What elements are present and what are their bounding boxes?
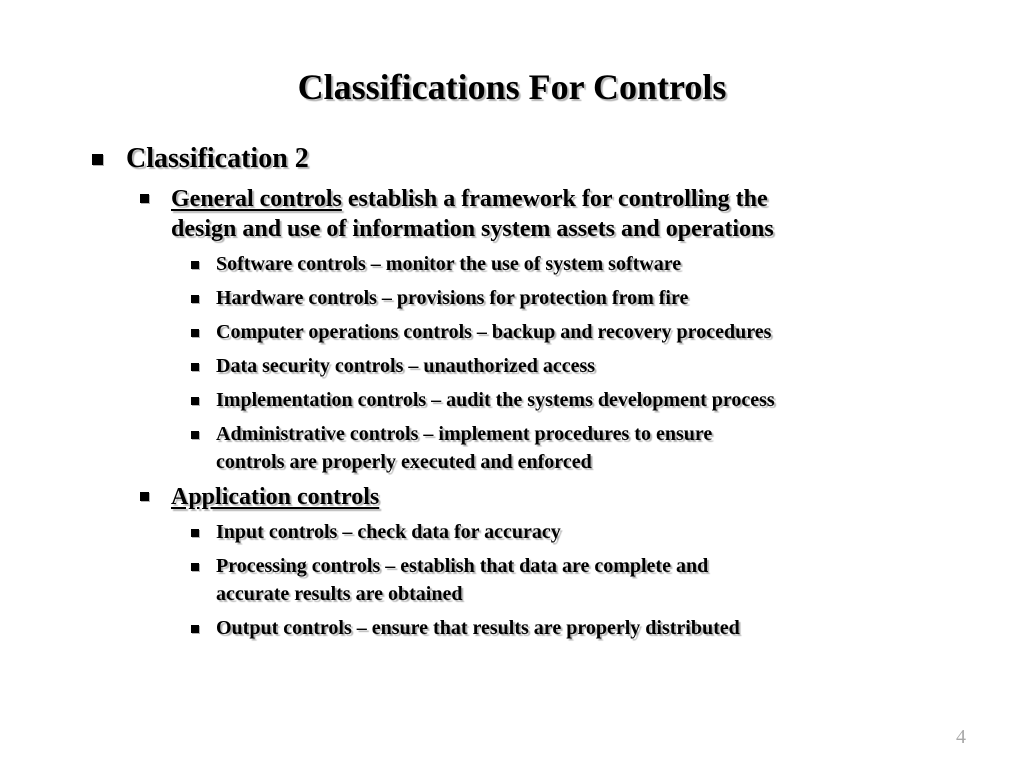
- item-text-line1: Administrative controls – implement procedures to ensure: [216, 423, 713, 445]
- bullet-administrative-controls: [216, 420, 1024, 476]
- square-bullet-icon: [191, 563, 199, 571]
- square-bullet-icon: [140, 492, 149, 501]
- square-bullet-icon: [92, 154, 103, 165]
- square-bullet-icon: [191, 431, 199, 439]
- bullet-output-controls: [216, 614, 1024, 642]
- item-text: Input controls – check data for accuracy: [216, 521, 561, 543]
- item-text: Software controls – monitor the use of system software: [216, 253, 682, 275]
- bullet-processing-controls: [216, 552, 1024, 608]
- square-bullet-icon: [191, 295, 199, 303]
- bullet-data-security-controls: [216, 352, 1024, 380]
- square-bullet-icon: [191, 397, 199, 405]
- application-controls-term: Application controls: [171, 484, 380, 510]
- square-bullet-icon: [140, 194, 149, 203]
- bullet-application-controls: [171, 482, 1024, 512]
- general-controls-term: General controls: [171, 186, 342, 212]
- item-text: Implementation controls – audit the systems development process: [216, 389, 775, 411]
- bullet-implementation-controls: [216, 386, 1024, 414]
- slide-title: Classifications For Controls: [297, 67, 727, 107]
- bullet-software-controls: [216, 250, 1024, 278]
- bullet-computer-operations-controls: [216, 318, 1024, 346]
- item-text: Output controls – ensure that results are properly distributed: [216, 617, 740, 639]
- square-bullet-icon: [191, 625, 199, 633]
- general-controls-text-line1: establish a framework for controlling the: [341, 186, 768, 212]
- square-bullet-icon: [191, 329, 199, 337]
- bullet-input-controls: [216, 518, 1024, 546]
- bullet-hardware-controls: [216, 284, 1024, 312]
- item-text: Computer operations controls – backup and recovery procedures: [216, 321, 772, 343]
- item-text-line2: controls are properly executed and enforced: [216, 451, 592, 473]
- item-text-line1: Processing controls – establish that data are complete and: [216, 555, 709, 577]
- bullet-general-controls: [171, 184, 1024, 244]
- general-controls-text-line2: design and use of information system assets and operations: [171, 216, 774, 242]
- square-bullet-icon: [191, 261, 199, 269]
- page-number: 4: [956, 726, 966, 748]
- heading-text: Classification 2: [126, 143, 309, 174]
- item-text-line2: accurate results are obtained: [216, 583, 463, 605]
- square-bullet-icon: [191, 529, 199, 537]
- item-text: Hardware controls – provisions for protection from fire: [216, 287, 689, 309]
- square-bullet-icon: [191, 363, 199, 371]
- item-text: Data security controls – unauthorized access: [216, 355, 596, 377]
- bullet-classification-2: [126, 138, 1024, 180]
- slide-content: [0, 138, 1024, 642]
